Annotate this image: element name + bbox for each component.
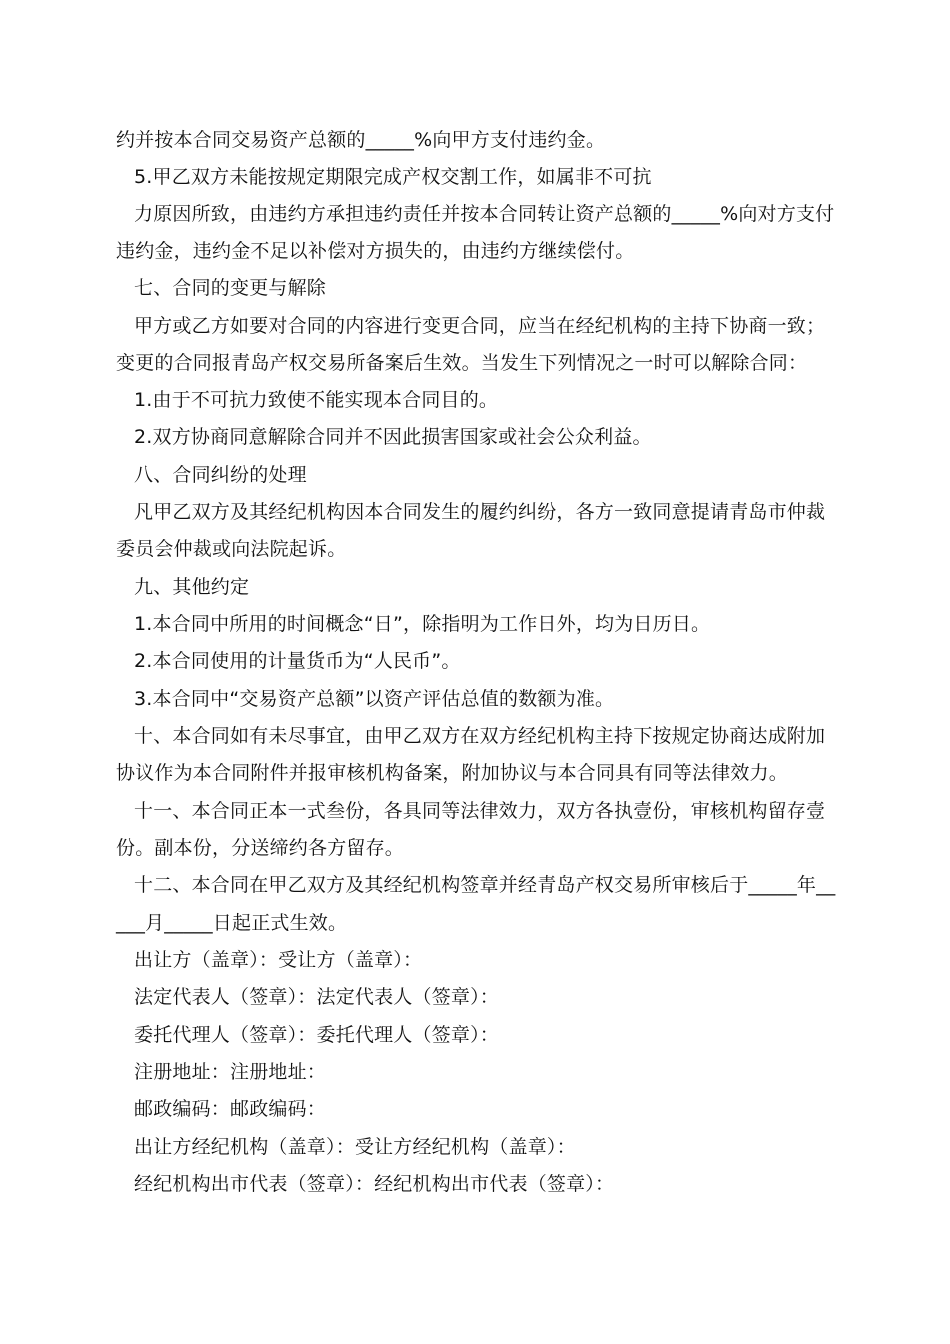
section-heading-9: 九、其他约定 [134,576,250,598]
signature-line-postcode: 邮政编码：邮政编码： [134,1098,327,1120]
section-heading-8: 八、合同纠纷的处理 [134,464,307,486]
text-line-21: 十二、本合同在甲乙双方及其经纪机构签章并经青岛产权交易所审核后于_____年__ [134,874,836,896]
signature-line-legal-rep: 法定代表人（签章）：法定代表人（签章）： [134,986,500,1008]
text-line-9: 2.双方协商同意解除合同并不因此损害国家或社会公众利益。 [134,426,652,448]
text-line-15: 2.本合同使用的计量货币为“人民币”。 [134,650,461,672]
text-line-20: 份。副本份，分送缔约各方留存。 [116,837,405,859]
signature-line-broker: 出让方经纪机构（盖章）：受让方经纪机构（盖章）： [134,1136,576,1158]
text-line-6: 甲方或乙方如要对合同的内容进行变更合同，应当在经纪机构的主持下协商一致； [134,315,826,337]
signature-line-broker-rep: 经纪机构出市代表（签章）：经纪机构出市代表（签章）： [134,1173,615,1195]
signature-line-address: 注册地址：注册地址： [134,1061,327,1083]
signature-line-agent: 委托代理人（签章）：委托代理人（签章）： [134,1024,500,1046]
text-line-3: 力原因所致，由违约方承担违约责任并按本合同转让资产总额的_____%向对方支付 [134,203,835,225]
text-line-4: 违约金，违约金不足以补偿对方损失的，由违约方继续偿付。 [116,240,635,262]
text-line-18: 协议作为本合同附件并报审核机构备案，附加协议与本合同具有同等法律效力。 [116,762,789,784]
signature-line-seal: 出让方（盖章）：受让方（盖章）： [134,949,423,971]
text-line-7: 变更的合同报青岛产权交易所备案后生效。当发生下列情况之一时可以解除合同： [116,352,808,374]
text-line-2: 5.甲乙双方未能按规定期限完成产权交割工作，如属非不可抗 [134,166,652,188]
text-line-17: 十、本合同如有未尽事宜，由甲乙双方在双方经纪机构主持下按规定协商达成附加 [134,725,826,747]
text-line-1: 约并按本合同交易资产总额的_____%向甲方支付违约金。 [116,129,606,151]
section-heading-7: 七、合同的变更与解除 [134,277,327,299]
text-line-19: 十一、本合同正本一式叁份，各具同等法律效力，双方各执壹份，审核机构留存壹 [134,800,826,822]
text-line-22: ___月_____日起正式生效。 [116,912,348,934]
text-line-11: 凡甲乙双方及其经纪机构因本合同发生的履约纠纷，各方一致同意提请青岛市仲裁 [134,501,826,523]
text-line-16: 3.本合同中“交易资产总额”以资产评估总值的数额为准。 [134,688,615,710]
text-line-8: 1.由于不可抗力致使不能实现本合同目的。 [134,389,499,411]
text-line-12: 委员会仲裁或向法院起诉。 [116,538,347,560]
text-line-14: 1.本合同中所用的时间概念“日”，除指明为工作日外，均为日历日。 [134,613,711,635]
